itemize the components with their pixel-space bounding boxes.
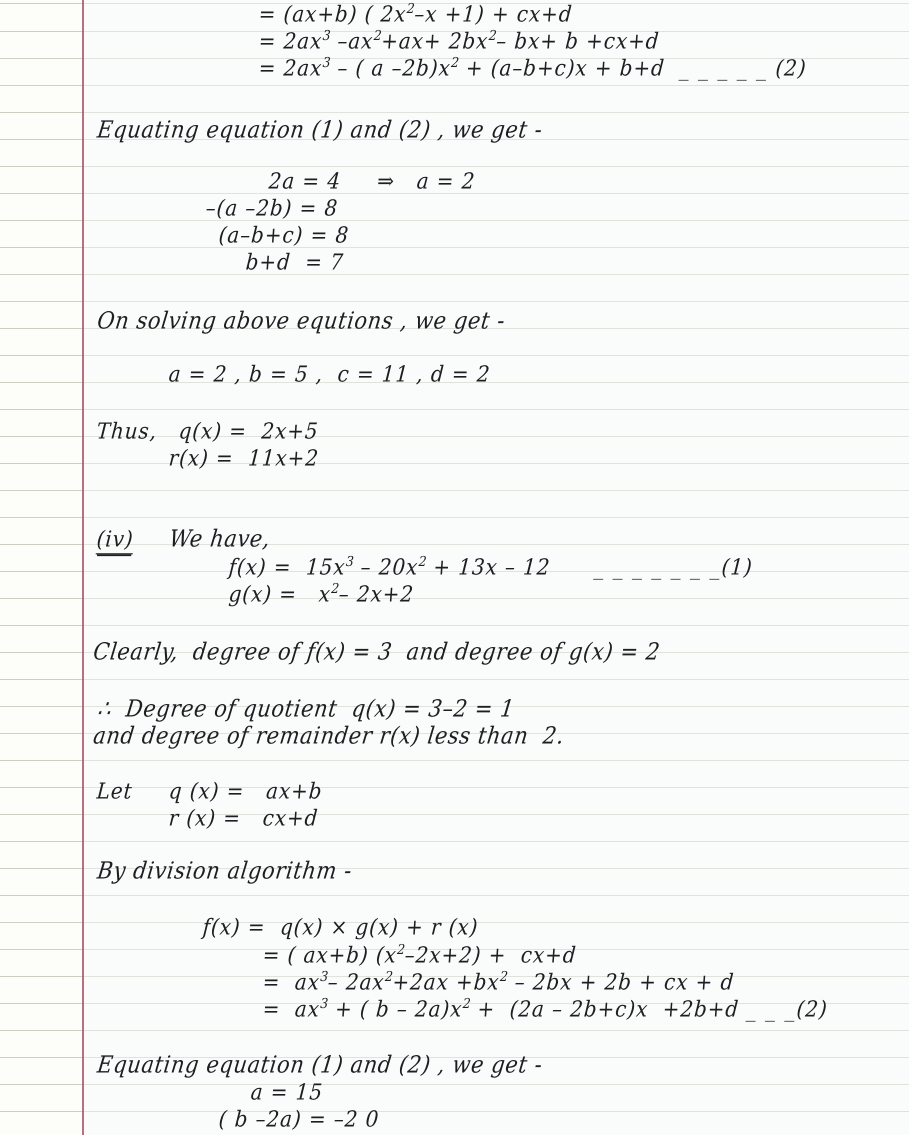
- handwritten-line-l25: = $ax^3-$ $2ax^2+2ax +bx^2 - 2bx + 2b$ + cx + d: [261, 967, 736, 995]
- handwritten-line-l6: –(a –2b) = 8: [204, 194, 340, 222]
- handwritten-line-l12: r(x) = 11x+2: [167, 444, 320, 472]
- handwritten-line-l24: = ( ax+b) $(x^2-2x+2) + cx+d$: [261, 940, 578, 968]
- handwritten-line-l9: On solving above equtions , we get -: [95, 307, 507, 335]
- handwritten-line-l23: f(x) = q(x) × g(x) + r (x): [201, 913, 480, 941]
- handwritten-line-l7: (a–b+c) = 8: [217, 221, 351, 249]
- handwritten-line-l1: = (ax+b) ( $2x^2-x +1) + cx+d$: [257, 0, 574, 27]
- handwritten-line-l14: We have,: [167, 525, 272, 553]
- handwritten-line-l15: $f(x) = 15x^3 - 20x^2 + 13x - 12$ _ _ _ _ _ _ _(1): [227, 552, 754, 580]
- handwritten-line-l13: (iv): [96, 528, 134, 550]
- handwritten-line-l11: Thus, q(x) = 2x+5: [95, 417, 320, 445]
- handwritten-line-l2: = $2ax^3$ $-ax^2+ax+ 2bx^2-$ bx+ b +cx+d: [257, 26, 661, 54]
- handwritten-line-l22: By division algorithm -: [95, 857, 354, 885]
- handwritten-line-l8: b+d = 7: [244, 248, 345, 276]
- handwritten-line-l10: a = 2 , b = 5 , c = 11 , d = 2: [167, 360, 492, 388]
- handwritten-line-l21: r (x) = cx+d: [167, 804, 320, 832]
- handwritten-line-l26: = $ax^3$ + ( $b - 2a)x^2 + (2a - 2b+c)x +2b+d$ _ _ _(2): [261, 994, 829, 1022]
- handwritten-line-l5: 2a = 4 ⇒ a = 2: [267, 167, 477, 195]
- handwritten-line-l20: Let q (x) = ax+b: [95, 777, 324, 805]
- handwritten-line-l16: $g(x) = x^2-$ 2x+2: [227, 579, 416, 607]
- handwritten-line-l18: ∴ Degree of quotient q(x) = 3–2 = 1: [95, 695, 517, 723]
- handwritten-line-l19: and degree of remainder r(x) less than 2.: [91, 722, 566, 750]
- handwritten-line-l17: Clearly, degree of f(x) = 3 and degree of g(x) = 2: [91, 638, 662, 666]
- handwritten-line-l29: ( b –2a) = –2 0: [217, 1105, 381, 1133]
- handwritten-line-l4: Equating equation (1) and (2) , we get -: [95, 116, 545, 144]
- handwritten-line-l27: Equating equation (1) and (2) , we get -: [95, 1051, 545, 1079]
- handwritten-line-l3: = $2ax^3$ – ( a $-2b)x^2 + (a-b+c)x + b+d$ _ _ _ _ _ (2): [257, 53, 808, 81]
- handwritten-line-l28: a = 15: [249, 1078, 324, 1106]
- margin-rule-line: [82, 0, 84, 1135]
